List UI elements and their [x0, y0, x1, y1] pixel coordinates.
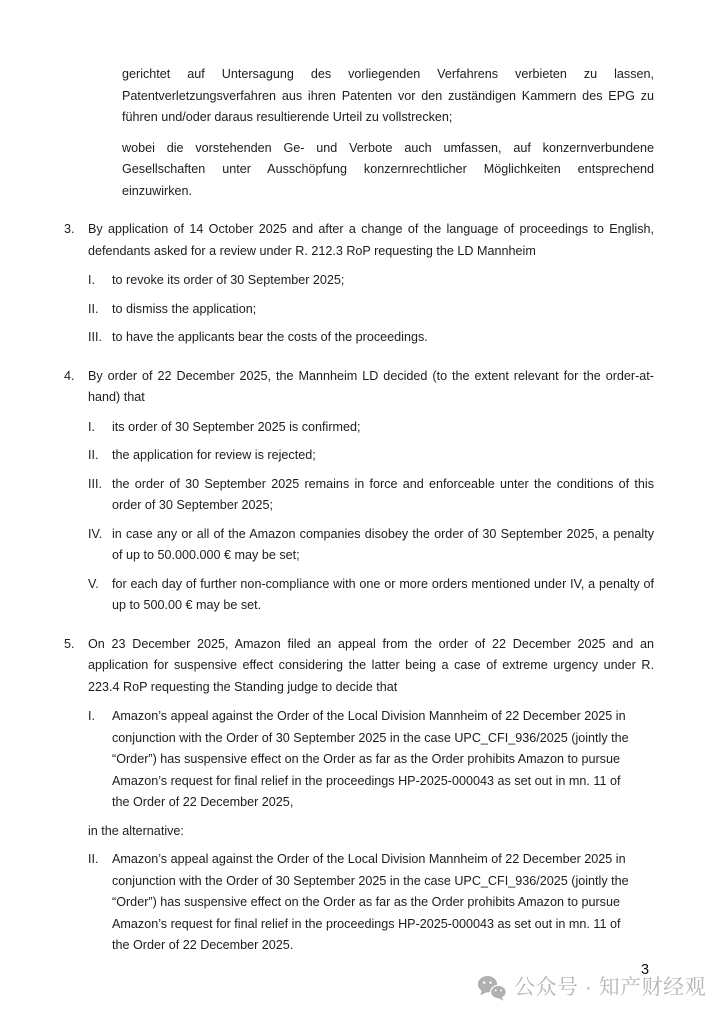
subitem-text: in case any or all of the Amazon companies disobey the order of 30 September 2025, a penalty of up to 50.000.000 € may be set; [112, 526, 654, 562]
watermark [477, 974, 706, 1002]
subitem-text: its order of 30 September 2025 is confirmed; [112, 419, 361, 434]
item-number: 3. [64, 222, 75, 236]
subitem-text: Amazon’s appeal against the Order of the Local Division Mannheim of 22 December 2025 in conjunction with the Order of 30 September 2025 in the case UPC_CFI_936/2025 (jointly the “Order”) has suspensive effect on the Order as far as the Order prohibits Amazon to pursue Amazon’s request for final relief in the proceedings HP-2025-000043 as set out in mn. 11 of the Order of 22 December 2025. [112, 852, 629, 952]
subitem [88, 474, 654, 517]
subitem-label: III. [88, 330, 102, 344]
german-quote-block [122, 64, 654, 202]
subitem-label: III. [88, 476, 102, 491]
item-text: By order of 22 December 2025, the Mannheim LD decided (to the extent relevant for the order-at-hand) that [88, 368, 654, 404]
quote-paragraph: wobei die vorstehenden Ge- und Verbote auch umfassen, auf konzernverbundene Gesellschaften unter Ausschöpfung konzernrechtlicher Möglichkeiten entsprechend einzuwirken. [122, 140, 654, 198]
subitem [88, 417, 654, 439]
subitem-label: II. [88, 301, 99, 316]
subitem-label: I. [88, 273, 95, 287]
numbered-item-3 [64, 219, 654, 349]
subitem-label: I. [88, 709, 95, 723]
numbered-item-4 [64, 366, 654, 617]
subitem [88, 327, 654, 349]
subitem [88, 299, 654, 321]
subitem-label: II. [88, 448, 99, 462]
watermark-text: 公众号 · 知产财经观 [514, 976, 707, 999]
subitem-text: to have the applicants bear the costs of the proceedings. [112, 330, 428, 344]
subitem [88, 270, 654, 292]
page-number: 3 [641, 962, 650, 978]
subitem-label: I. [88, 419, 95, 434]
item-text: By application of 14 October 2025 and after a change of the language of proceedings to English, defendants asked for a review under R. 212.3 RoP requesting the LD Mannheim [88, 222, 654, 258]
subitem [88, 706, 654, 814]
subitem [88, 574, 654, 617]
subitem [88, 524, 654, 567]
subitem-text: the application for review is rejected; [112, 448, 316, 462]
subitem-label: IV. [88, 526, 103, 541]
subitem-text: to revoke its order of 30 September 2025; [112, 273, 345, 287]
subitem-label: V. [88, 576, 99, 591]
subitem [88, 849, 654, 957]
subitem-text: Amazon’s appeal against the Order of the Local Division Mannheim of 22 December 2025 in conjunction with the Order of 30 September 2025 in the case UPC_CFI_936/2025 (jointly the “Order”) has suspensive effect on the Order as far as the Order prohibits Amazon to pursue Amazon’s request for final relief in the proceedings HP-2025-000043 as set out in mn. 11 of the Order of 22 December 2025, [112, 709, 629, 809]
numbered-item-5 [64, 634, 654, 957]
alternative-label: in the alternative: [88, 823, 184, 838]
subitem-text: for each day of further non-compliance with one or more orders mentioned under IV, a penalty of up to 500.00 € may be set. [112, 576, 654, 612]
subitem [88, 445, 654, 467]
wechat-icon [477, 975, 507, 1001]
item-number: 4. [64, 368, 75, 383]
item-number: 5. [64, 636, 75, 651]
subitem-text: the order of 30 September 2025 remains in force and enforceable unter the conditions of this order of 30 September 2025; [112, 476, 654, 512]
subitem-label: II. [88, 852, 99, 866]
quote-paragraph: gerichtet auf Untersagung des vorliegenden Verfahrens verbieten zu lassen, Patentverletzungsverfahren aus ihren Patenten vor den zuständigen Kammern des EPG zu führen und/oder daraus resultierende Urteil zu vollstrecken; [122, 67, 654, 124]
item-text: On 23 December 2025, Amazon filed an appeal from the order of 22 December 2025 and an application for suspensive effect considering the latter being a case of extreme urgency under R. 223.4 RoP requesting the Standing judge to decide that [88, 636, 654, 694]
subitem-text: to dismiss the application; [112, 301, 257, 316]
